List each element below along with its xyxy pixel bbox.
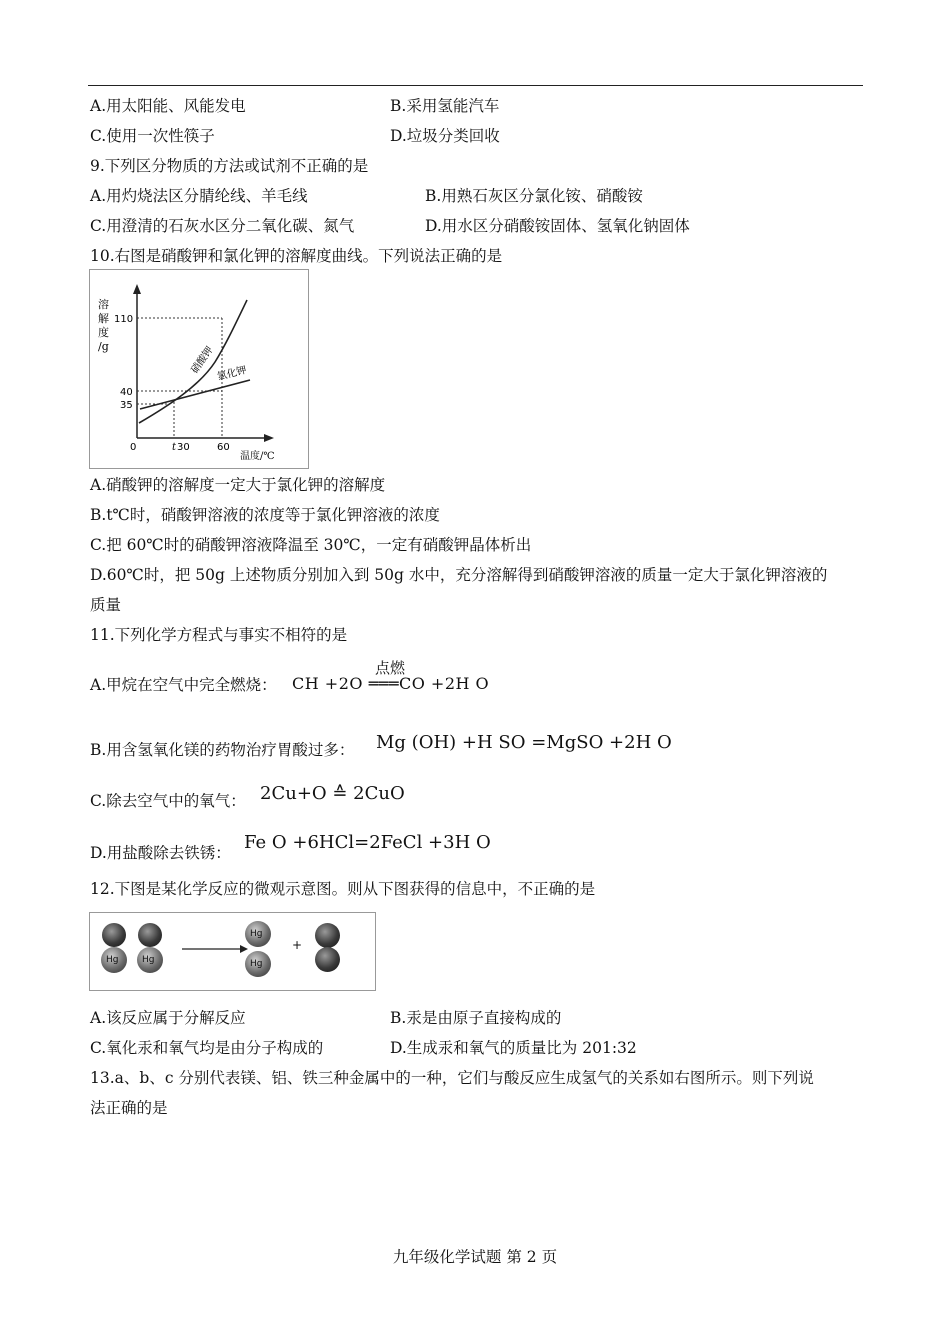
q9-option-b: B.用熟石灰区分氯化铵、硝酸铵	[425, 187, 643, 205]
y-tick-40: 40	[120, 387, 133, 398]
q10-option-c: C.把 60℃时的硝酸钾溶液降温至 30℃，一定有硝酸钾晶体析出	[90, 536, 532, 554]
q8-option-b: B.采用氢能汽车	[390, 97, 500, 115]
q9-stem: 9.下列区分物质的方法或试剂不正确的是	[90, 157, 369, 175]
x-axis-arrow	[264, 434, 274, 442]
q10-option-a: A.硝酸钾的溶解度一定大于氯化钾的溶解度	[90, 476, 386, 494]
q11-option-c-formula: 2Cu+O ≙ 2CuO	[260, 783, 405, 804]
plus-sign: +	[292, 938, 303, 952]
x-tick-t: t	[172, 442, 177, 453]
reaction-arrow	[180, 943, 250, 955]
hg-label: Hg	[250, 959, 263, 969]
y-label-char-3: 度	[98, 326, 109, 339]
page-footer: 九年级化学试题 第 2 页	[392, 1248, 558, 1266]
oxygen-atom	[315, 947, 340, 972]
q11-option-a-formula: CH +2O ═══CO +2H O	[292, 674, 490, 693]
y-tick-110: 110	[114, 314, 134, 325]
q10-stem: 10.右图是硝酸钾和氯化钾的溶解度曲线。下列说法正确的是	[90, 247, 503, 265]
x-tick-60: 60	[217, 442, 230, 453]
curve-kno3-label: 硝酸钾	[189, 344, 216, 376]
x-axis-label: 温度/℃	[240, 451, 275, 462]
q12-option-b: B.汞是由原子直接构成的	[390, 1009, 562, 1027]
curve-kcl-label: 氯化钾	[216, 364, 248, 383]
q9-option-c: C.用澄清的石灰水区分二氧化碳、氮气	[90, 217, 355, 235]
oxygen-atom	[315, 923, 340, 948]
q9-option-d: D.用水区分硝酸铵固体、氢氧化钠固体	[425, 217, 690, 235]
q11-option-a-text: A.甲烷在空气中完全燃烧：	[90, 676, 277, 694]
oxygen-atom	[138, 923, 162, 947]
q11-option-d-formula: Fe O +6HCl=2FeCl +3H O	[244, 832, 491, 853]
q11-option-d-text: D.用盐酸除去铁锈：	[90, 844, 231, 862]
hg-label: Hg	[142, 955, 155, 965]
q8-option-c: C.使用一次性筷子	[90, 127, 215, 145]
y-axis-arrow	[133, 284, 141, 294]
q11-option-c-text: C.除去空气中的氧气：	[90, 792, 246, 810]
header-rule	[88, 85, 863, 86]
q13-stem-line1: 13.a、b、c 分别代表镁、铝、铁三种金属中的一种，它们与酸反应生成氢气的关系如右图所示。则下列说	[90, 1069, 814, 1087]
q8-option-a: A.用太阳能、风能发电	[90, 97, 246, 115]
solubility-figure	[89, 269, 309, 469]
q11-stem: 11.下列化学方程式与事实不相符的是	[90, 626, 348, 644]
reaction-diagram	[89, 912, 376, 991]
q12-option-d: D.生成汞和氧气的质量比为 201:32	[390, 1039, 637, 1057]
hg-label: Hg	[250, 929, 263, 939]
y-label-char-2: 解	[98, 312, 109, 325]
q12-stem: 12.下图是某化学反应的微观示意图。则从下图获得的信息中，不正确的是	[90, 880, 596, 898]
q10-option-d-line1: D.60℃时，把 50g 上述物质分别加入到 50g 水中，充分溶解得到硝酸钾溶液的质量一定大于氯化钾溶液的	[90, 566, 828, 584]
q9-option-a: A.用灼烧法区分腈纶线、羊毛线	[90, 187, 308, 205]
origin-label: 0	[130, 442, 137, 453]
q12-option-a: A.该反应属于分解反应	[90, 1009, 246, 1027]
solubility-curve-chart	[90, 270, 308, 468]
q12-option-c: C.氧化汞和氧气均是由分子构成的	[90, 1039, 324, 1057]
x-tick-30: 30	[177, 442, 190, 453]
q11-option-b-text: B.用含氢氧化镁的药物治疗胃酸过多：	[90, 741, 355, 759]
q10-option-b: B.t℃时，硝酸钾溶液的浓度等于氯化钾溶液的浓度	[90, 506, 440, 524]
q8-option-d: D.垃圾分类回收	[390, 127, 500, 145]
q11-option-a-condition: 点燃	[375, 659, 406, 677]
y-label-char-1: 溶	[98, 298, 109, 311]
oxygen-atom	[102, 923, 126, 947]
q10-option-d-line2: 质量	[90, 596, 122, 614]
hg-label: Hg	[106, 955, 119, 965]
q13-stem-line2: 法正确的是	[90, 1099, 168, 1117]
y-label-char-4: /g	[98, 340, 109, 353]
y-tick-35: 35	[120, 400, 133, 411]
q11-option-b-formula: Mg (OH) +H SO =MgSO +2H O	[376, 732, 672, 753]
